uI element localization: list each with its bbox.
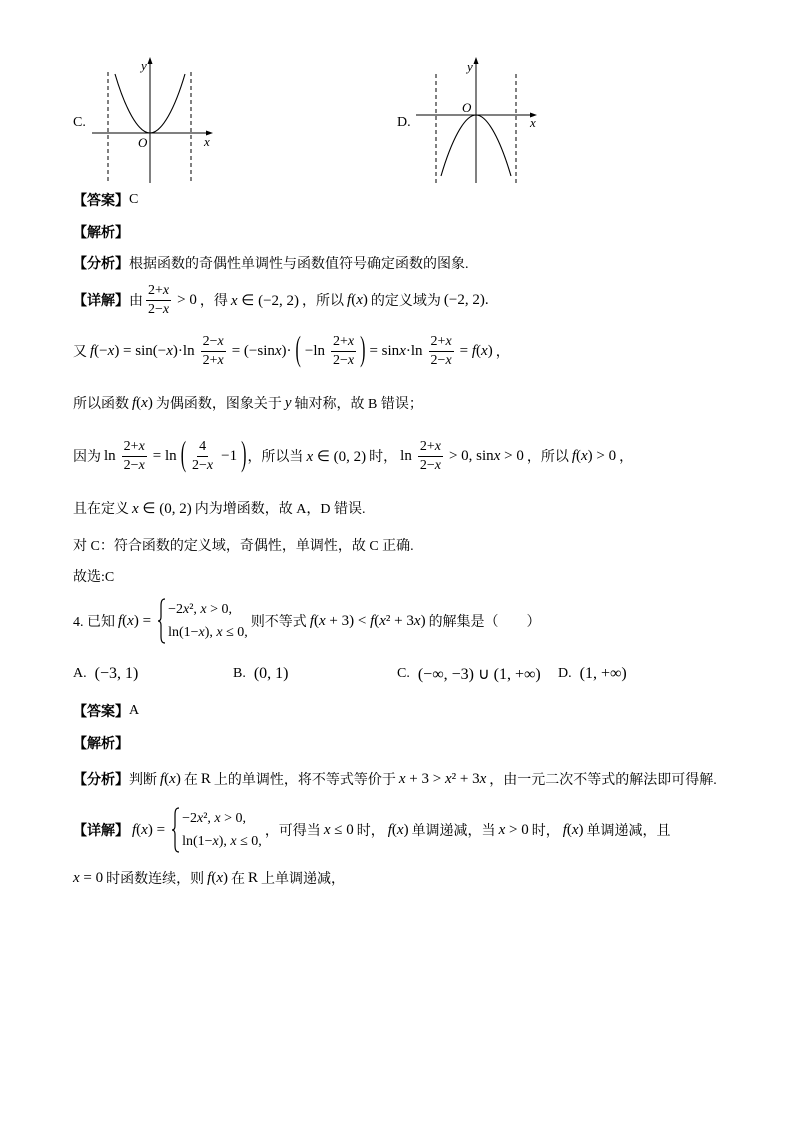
- x-axis-label: x: [204, 134, 210, 149]
- math-variable: x: [396, 821, 404, 838]
- math-variable: x: [274, 342, 282, 359]
- math-variable: x: [323, 821, 331, 838]
- math-variable: f: [370, 612, 375, 629]
- text-segment: 所以函数: [73, 397, 129, 412]
- text-segment: 在: [183, 773, 198, 788]
- math-variable: f: [562, 821, 567, 838]
- fraction-numerator: 2+x: [146, 283, 171, 301]
- math-expression: f(x): [387, 821, 409, 838]
- jiexi-tag: 【解析】: [73, 737, 129, 752]
- big-paren-left: (: [180, 436, 187, 474]
- math-variable: f: [160, 770, 165, 787]
- fraction-numerator: 2+x: [418, 439, 443, 457]
- text-segment: 单调递减，且: [586, 824, 671, 839]
- math-expression: −1: [221, 447, 238, 464]
- fraction-denominator: 2+x: [202, 352, 224, 368]
- math-variable: x: [306, 448, 314, 465]
- text-segment: 上单调递减，: [261, 872, 345, 887]
- math-variable: x: [166, 342, 173, 359]
- math-variable: x: [230, 834, 237, 849]
- fraction: [190, 439, 215, 474]
- q3-detail-line-6: [73, 525, 414, 565]
- math-expression: R: [247, 869, 258, 886]
- fraction-denominator: 2−x: [192, 457, 214, 473]
- math-expression: [285, 395, 292, 412]
- text-segment: 轴对称，故 B 错误；: [294, 397, 423, 412]
- y-axis-label: y: [467, 59, 473, 74]
- math-variable: x: [493, 447, 501, 464]
- q3-detail-line-4: [73, 436, 633, 476]
- option-d: [558, 654, 630, 694]
- q3-detail-line-1: [73, 280, 492, 320]
- math-variable: x: [217, 352, 224, 368]
- option-c: [397, 654, 544, 694]
- fenxi-tag: 【分析】: [73, 773, 129, 788]
- y-axis-label: y: [141, 58, 147, 73]
- math-variable: x: [434, 457, 441, 473]
- piecewise-brace: [157, 598, 166, 644]
- option-label: D.: [558, 666, 572, 681]
- math-variable: x: [498, 821, 506, 838]
- text-segment: ，所以当: [247, 450, 304, 465]
- math-variable: x: [214, 811, 221, 826]
- piecewise-function: [157, 598, 248, 644]
- math-expression: = (−sinx)·: [231, 342, 292, 359]
- q3-fenxi-line: [73, 243, 469, 283]
- text-segment: 则不等式: [250, 615, 307, 630]
- text-segment: ，所以: [302, 294, 345, 309]
- math-variable: x: [212, 834, 219, 849]
- option-value: (−3, 1): [94, 665, 139, 682]
- answer-value: A: [129, 703, 140, 718]
- q4-jiexi-line: [73, 723, 129, 763]
- x-axis-label: x: [530, 115, 536, 130]
- fraction: [146, 283, 171, 318]
- math-variable: x: [481, 342, 488, 359]
- piecewise-row: ln(1−x), x ≤ 0,: [182, 834, 262, 849]
- fraction: [201, 334, 226, 369]
- text-segment: 且在定义: [73, 502, 129, 517]
- math-variable: x: [347, 333, 355, 349]
- math-variable: x: [217, 333, 224, 349]
- math-variable: f: [118, 612, 123, 629]
- text-segment: ，: [495, 345, 510, 360]
- math-variable: x: [141, 394, 148, 411]
- option-value: (−∞, −3) ∪ (1, +∞): [417, 666, 541, 683]
- text-segment: 在: [230, 872, 245, 887]
- math-variable: x: [138, 438, 145, 454]
- math-variable: x: [169, 770, 176, 787]
- fenxi-text: 根据函数的奇偶性单调性与函数值符号确定函数的图象.: [129, 257, 469, 272]
- option-a: [73, 654, 141, 694]
- figure-d-option-label: D.: [397, 115, 411, 130]
- option-label: B.: [233, 666, 246, 681]
- math-variable: x: [413, 612, 421, 629]
- fraction-denominator: 2−x: [123, 457, 145, 473]
- option-value: (1, +∞): [579, 665, 627, 682]
- math-variable: x: [198, 625, 205, 640]
- text-segment: 上的单调性，将不等式等价于: [213, 773, 396, 788]
- math-variable: f: [387, 821, 392, 838]
- math-variable: y: [284, 394, 292, 411]
- math-variable: x: [479, 770, 487, 787]
- option-b: [233, 654, 292, 694]
- math-variable: x: [182, 602, 190, 617]
- math-variable: x: [444, 770, 452, 787]
- math-expression: f(x) =: [132, 821, 166, 838]
- q3-conclusion-line: [73, 556, 114, 596]
- math-variable: x: [206, 457, 214, 473]
- math-variable: f: [309, 612, 314, 629]
- option-label: A.: [73, 666, 87, 681]
- math-expression: f(x + 3) < f(x² + 3x): [309, 612, 426, 629]
- piecewise-rows: [168, 598, 248, 644]
- q3-detail-line-5: [73, 488, 365, 528]
- math-variable: x: [571, 821, 579, 838]
- answer-tag: 【答案】: [73, 705, 129, 720]
- fraction: [418, 439, 443, 474]
- text-segment: ，可得当: [264, 824, 321, 839]
- text-segment: 的解集是（ ）: [428, 615, 541, 630]
- fraction-numerator: 2+x: [429, 334, 454, 352]
- origin-label: O: [462, 100, 472, 115]
- math-variable: x: [216, 625, 223, 640]
- piecewise-rows: [182, 807, 262, 853]
- xiangjie-tag: 【详解】: [73, 824, 129, 839]
- math-variable: x: [399, 342, 406, 359]
- fraction-denominator: 2−x: [419, 457, 441, 473]
- fraction-denominator: 2−x: [148, 301, 170, 317]
- piecewise-row: −2x², x > 0,: [168, 602, 233, 617]
- math-variable: x: [398, 770, 406, 787]
- math-expression: x > 0: [498, 821, 529, 838]
- answer-value: C: [129, 192, 139, 207]
- piecewise-row: ln(1−x), x ≤ 0,: [168, 625, 248, 640]
- option-value: (0, 1): [253, 665, 289, 682]
- math-variable: x: [107, 342, 115, 359]
- text-segment: 单调递减，当: [411, 824, 496, 839]
- text-segment: 的定义域为: [370, 294, 441, 309]
- math-variable: x: [162, 301, 170, 317]
- math-variable: x: [379, 612, 386, 629]
- math-variable: x: [138, 457, 145, 473]
- fraction: [122, 439, 147, 474]
- conclusion-text: 故选:C: [73, 570, 115, 585]
- math-variable: x: [162, 282, 170, 298]
- fraction-denominator: 2−x: [430, 352, 452, 368]
- fenxi-tag: 【分析】: [73, 257, 129, 272]
- brace-path: [172, 808, 179, 852]
- math-expression: = f(x): [459, 342, 493, 359]
- piecewise-row: −2x², x > 0,: [182, 811, 247, 826]
- math-variable: x: [132, 500, 139, 517]
- text-segment: 时函数连续，则: [106, 872, 205, 887]
- text-segment: 时，: [531, 824, 560, 839]
- text-segment: 内为增函数，故 A，D 错误.: [194, 502, 366, 517]
- math-variable: f: [90, 342, 95, 359]
- math-expression: = sinx·ln: [369, 342, 423, 359]
- text-segment: ，得: [199, 294, 228, 309]
- math-expression: R: [200, 770, 211, 787]
- jiexi-tag: 【解析】: [73, 226, 129, 241]
- text-segment: 由: [129, 294, 143, 309]
- math-expression: f(−x) = sin(−x)·ln: [90, 342, 195, 359]
- fraction-numerator: 2+x: [331, 334, 356, 352]
- math-variable: x: [445, 333, 452, 349]
- math-expression: x ∈ (−2, 2): [230, 292, 300, 309]
- text-segment: ，所以: [526, 450, 569, 465]
- text-segment: 时，: [369, 450, 398, 465]
- figure-c-option-label: C.: [73, 115, 86, 130]
- question-number-text: 4. 已知: [73, 615, 115, 630]
- option-label: C.: [397, 666, 410, 681]
- figure-c-option-label-wrap: [73, 113, 86, 133]
- q3-detail-line-3: [73, 383, 423, 423]
- fraction: [331, 334, 356, 369]
- fraction: [429, 334, 454, 369]
- math-expression: −ln: [304, 342, 326, 359]
- math-expression: x ∈ (0, 2): [306, 448, 367, 465]
- text-segment: ，由一元二次不等式的解法即可得解.: [489, 773, 717, 788]
- math-expression: f(x): [347, 291, 368, 308]
- q4-detail-line-1: [73, 805, 671, 855]
- big-paren-left: (: [295, 331, 301, 369]
- math-variable: x: [230, 292, 238, 309]
- math-expression: f(x): [160, 770, 181, 787]
- figure-d-option-label-wrap: [397, 113, 411, 133]
- math-variable: x: [434, 438, 441, 454]
- math-variable: f: [347, 291, 352, 308]
- math-expression: f(x) > 0: [571, 447, 617, 464]
- text-segment: 对 C：符合函数的定义域，奇偶性，单调性，故 C 正确.: [73, 539, 414, 554]
- text-segment: ，: [619, 450, 634, 465]
- q4-detail-line-2: [73, 858, 345, 898]
- big-paren-right: ): [360, 331, 366, 369]
- math-expression: (−2, 2).: [443, 291, 489, 308]
- math-variable: x: [216, 869, 223, 886]
- math-variable: f: [471, 342, 477, 359]
- text-segment: 为偶函数，图象关于: [155, 397, 282, 412]
- math-variable: x: [127, 612, 134, 629]
- figure-c-graph: [86, 54, 218, 188]
- math-expression: x ≤ 0: [323, 821, 354, 838]
- math-variable: f: [571, 447, 576, 464]
- answer-tag: 【答案】: [73, 194, 129, 209]
- math-variable: x: [196, 811, 204, 826]
- math-variable: x: [581, 447, 588, 464]
- math-variable: f: [132, 394, 137, 411]
- math-variable: x: [200, 602, 207, 617]
- math-variable: x: [356, 291, 363, 308]
- math-expression: f(x): [207, 869, 228, 886]
- math-expression: > 0, sinx > 0: [448, 447, 524, 464]
- math-expression: f(x) =: [118, 612, 152, 629]
- figure-d-graph: [410, 54, 542, 188]
- math-variable: x: [73, 869, 80, 886]
- xiangjie-tag: 【详解】: [73, 294, 129, 309]
- math-expression: f(x): [132, 394, 153, 411]
- text-segment: 时，: [356, 824, 385, 839]
- y-axis-arrow: [148, 57, 153, 64]
- math-expression: ln: [104, 447, 116, 464]
- piecewise-brace: [171, 807, 180, 853]
- text-segment: 判断: [129, 773, 157, 788]
- math-expression: x = 0: [73, 869, 104, 886]
- fraction-numerator: 2−x: [201, 334, 226, 352]
- q4-stem-line: [73, 596, 541, 646]
- math-variable: f: [132, 821, 137, 838]
- math-expression: f(x): [562, 821, 584, 838]
- q4-fenxi-line: [73, 759, 717, 799]
- math-variable: x: [318, 612, 326, 629]
- origin-label: O: [138, 135, 148, 150]
- q3-detail-line-2: [73, 331, 510, 371]
- math-expression: ln: [400, 447, 412, 464]
- fraction-numerator: 4: [197, 439, 208, 457]
- text-segment: 又: [73, 345, 87, 360]
- math-expression: x + 3 > x² + 3x: [398, 770, 487, 787]
- math-expression: = ln: [152, 447, 177, 464]
- big-paren-right: ): [241, 436, 247, 474]
- math-variable: f: [207, 869, 212, 886]
- fraction-denominator: 2−x: [333, 352, 355, 368]
- text-segment: 因为: [73, 450, 101, 465]
- math-variable: x: [445, 352, 452, 368]
- fraction-numerator: 2+x: [122, 439, 147, 457]
- math-variable: x: [347, 352, 355, 368]
- math-expression: > 0: [177, 291, 197, 308]
- y-axis-arrow: [474, 57, 479, 64]
- piecewise-function: [171, 807, 262, 853]
- math-expression: x ∈ (0, 2): [132, 500, 192, 517]
- math-variable: x: [141, 821, 148, 838]
- brace-path: [158, 599, 165, 643]
